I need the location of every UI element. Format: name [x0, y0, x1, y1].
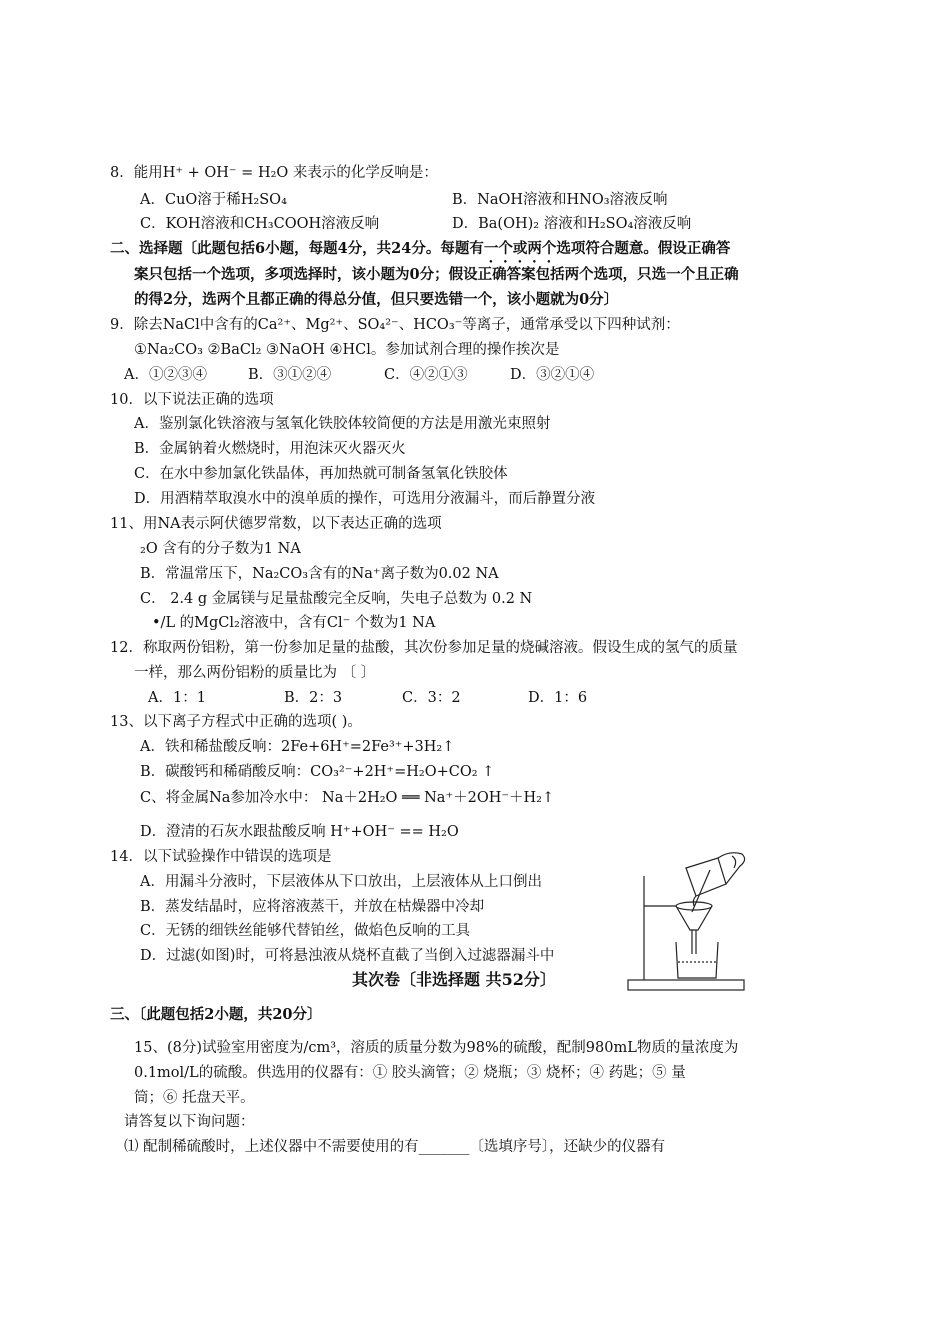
question-11-option-d: •/L 的MgCl₂溶液中，含有Cl⁻ 个数为1 NA	[152, 615, 436, 631]
question-8-option-b: B．NaOH溶液和HNO₃溶液反响	[452, 192, 668, 208]
question-8-stem: 8．能用H⁺ + OH⁻ = H₂O 来表示的化学反响是：	[110, 165, 438, 181]
question-9-option-d: D．③②①④	[510, 367, 595, 383]
section-2-heading-line-2: 案只包括一个选项，多项选择时，该小题为0分；假设正确答案包括两个选项，只选一个且正确	[134, 266, 739, 283]
question-12-stem-line-1: 12．称取两份铝粉，第一份参加足量的盐酸，其次份参加足量的烧碱溶液。假设生成的氢气的质量	[110, 640, 738, 656]
question-12-option-a: A．1：1	[148, 690, 206, 706]
question-15-line-2: 0.1mol/L的硫酸。供选用的仪器有：① 胶头滴管；② 烧瓶；③ 烧杯；④ 药匙；⑤ 量	[134, 1065, 686, 1081]
question-11-option-a: ₂O 含有的分子数为1 NA	[140, 541, 301, 557]
question-9-stem: 9．除去NaCl中含有的Ca²⁺、Mg²⁺、SO₄²⁻、HCO₃⁻等离子，通常承受以下四种试剂：	[110, 317, 680, 333]
question-13-option-c: C、将金属Na参加冷水中： Na＋2H₂O ══ Na⁺＋2OH⁻＋H₂↑	[140, 790, 555, 806]
question-14-option-d: D．过滤(如图)时，可将悬浊液从烧杯直截了当倒入过滤器漏斗中	[140, 948, 555, 964]
question-9-option-c: C．④②①③	[384, 367, 468, 383]
filtration-apparatus-figure	[622, 850, 752, 1000]
question-11-option-b: B．常温常压下，Na₂CO₃含有的Na⁺离子数为0.02 NA	[140, 566, 499, 582]
section-3-heading: 三、〔此题包括2小题，共20分〕	[110, 1006, 322, 1023]
question-10-option-b: B．金属钠着火燃烧时，用泡沫灭火器灭火	[134, 441, 406, 457]
question-8-option-a: A．CuO溶于稀H₂SO₄	[140, 192, 287, 208]
question-8-option-c: C．KOH溶液和CH₃COOH溶液反响	[140, 216, 380, 232]
question-13-stem: 13、以下离子方程式中正确的选项( )。	[110, 714, 362, 730]
question-13-option-d: D．澄清的石灰水跟盐酸反响 H⁺+OH⁻ == H₂O	[140, 824, 459, 840]
question-11-stem: 11、用NA表示阿伏德罗常数，以下表达正确的选项	[110, 516, 442, 532]
question-15-line-5: ⑴ 配制稀硫酸时，上述仪器中不需要使用的有_______〔选填序号〕，还缺少的仪器有	[124, 1139, 666, 1155]
question-11-option-c: C． 2.4 g 金属镁与足量盐酸完全反响，失电子总数为 0.2 N	[140, 591, 533, 607]
question-10-option-d: D．用酒精萃取溴水中的溴单质的操作，可选用分液漏斗，而后静置分液	[134, 491, 596, 507]
pouring-beaker	[686, 858, 726, 896]
question-10-option-c: C．在水中参加氯化铁晶体，再加热就可制备氢氧化铁胶体	[134, 466, 508, 482]
question-13-option-a: A．铁和稀盐酸反响：2Fe+6H⁺=2Fe³⁺+3H₂↑	[140, 739, 455, 755]
part-2-title: 其次卷〔非选择题 共52分〕	[352, 970, 556, 989]
question-14-stem: 14．以下试验操作中错误的选项是	[110, 849, 332, 865]
receiving-beaker	[676, 942, 718, 978]
question-9-option-b: B．③①②④	[248, 367, 332, 383]
question-12-option-d: D．1：6	[528, 690, 588, 706]
question-10-option-a: A．鉴别氯化铁溶液与氢氧化铁胶体较简便的方法是用激光束照射	[134, 416, 551, 432]
question-9-option-a: A．①②③④	[124, 367, 207, 383]
question-8-option-d: D．Ba(OH)₂ 溶液和H₂SO₄溶液反响	[452, 216, 692, 232]
question-12-stem-line-2: 一样，那么两份铝粉的质量比为 〔 〕	[134, 665, 376, 681]
question-15-line-1: 15、(8分)试验室用密度为/cm³，溶质的质量分数为98%的硫酸，配制980mL物质的量浓度为	[134, 1040, 739, 1056]
question-15-line-4: 请答复以下询问题：	[124, 1114, 255, 1130]
question-9-reagents: ①Na₂CO₃ ②BaCl₂ ③NaOH ④HCl。参加试剂合理的操作挨次是	[134, 342, 560, 358]
question-10-stem: 10．以下说法正确的选项	[110, 392, 274, 408]
question-12-option-b: B．2：3	[284, 690, 343, 706]
question-14-option-c: C．无锈的细铁丝能够代替铂丝，做焰色反响的工具	[140, 923, 471, 939]
question-14-option-a: A．用漏斗分液时，下层液体从下口放出，上层液体从上口倒出	[140, 874, 542, 890]
hand	[718, 853, 745, 884]
question-14-option-b: B．蒸发结晶时，应将溶液蒸干，并放在枯燥器中冷却	[140, 899, 485, 915]
question-13-option-b: B．碳酸钙和稀硝酸反响：CO₃²⁻+2H⁺=H₂O+CO₂ ↑	[140, 764, 495, 780]
section-2-heading-line-1: 二、选择题〔此题包括6小题，每题4分，共24分。每题有一个或两个选项符合题意。假设正确答	[110, 240, 731, 257]
stand-base	[628, 980, 744, 990]
question-15-line-3: 筒；⑥ 托盘天平。	[134, 1090, 255, 1106]
question-12-option-c: C．3：2	[402, 690, 461, 706]
section-2-heading-line-3: 的得2分，选两个且都正确的得总分值，但只要选错一个，该小题就为0分〕	[134, 291, 619, 308]
